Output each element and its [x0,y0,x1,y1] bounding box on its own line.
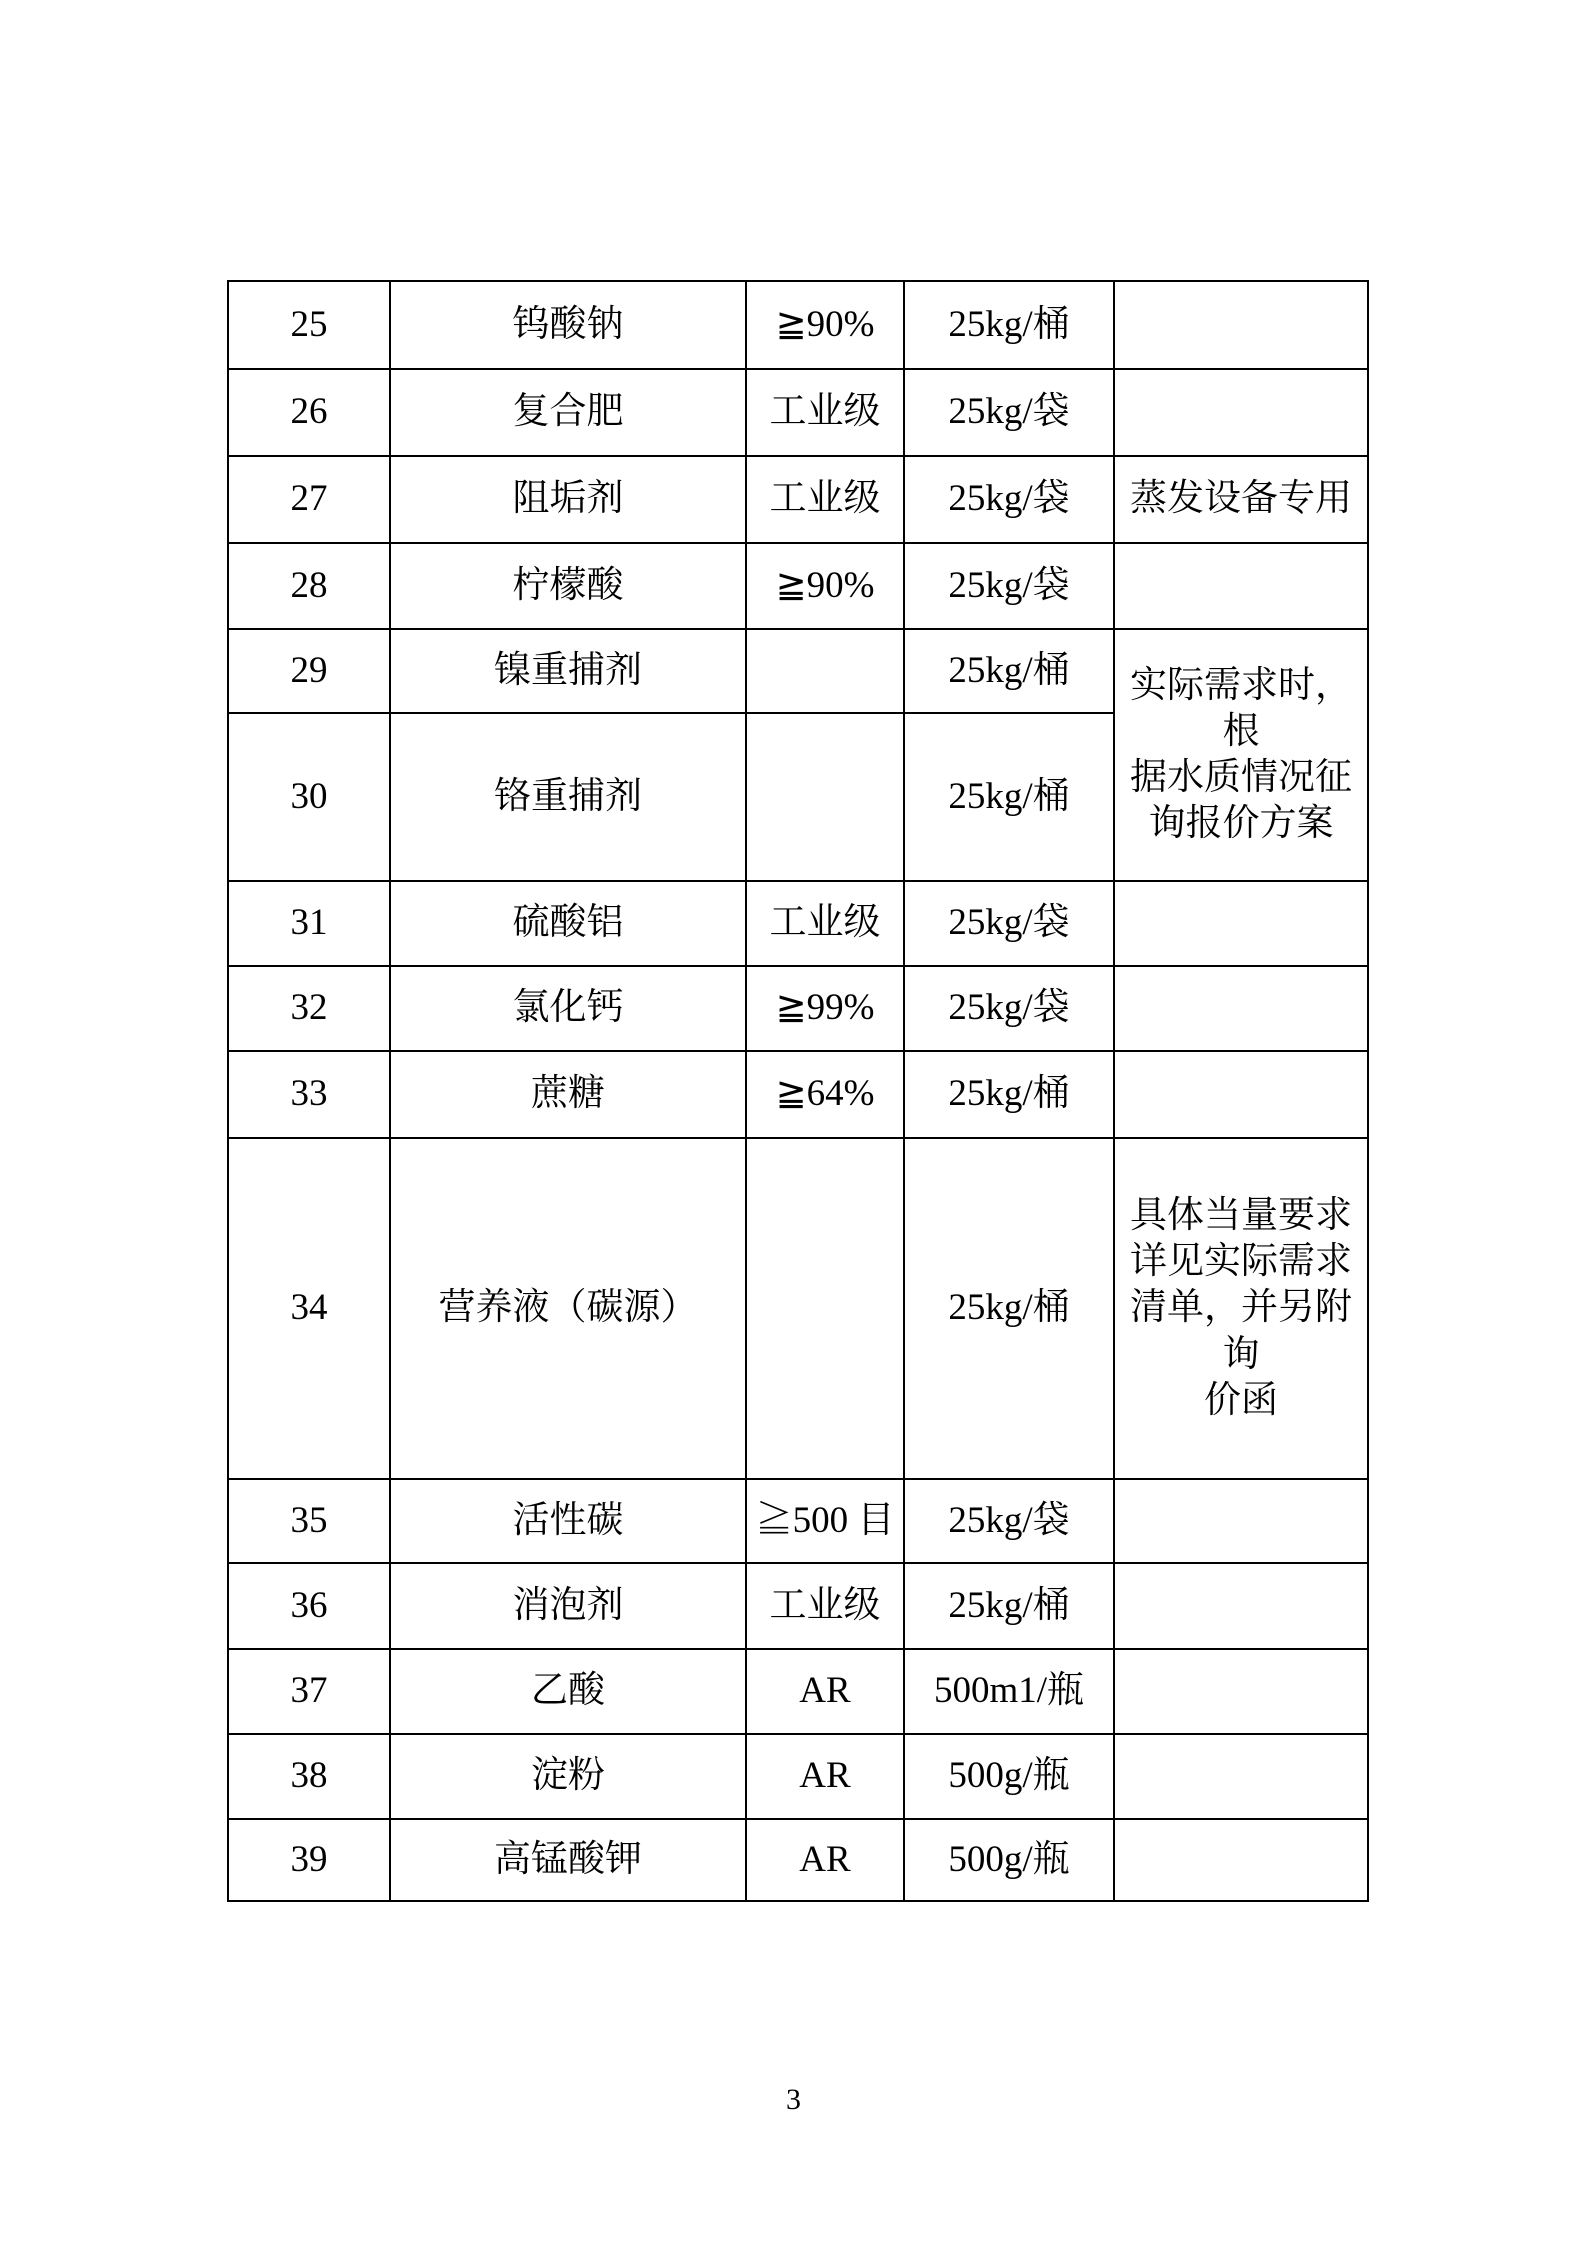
chemical-name-cell: 柠檬酸 [390,543,746,629]
chemical-name-cell: 蔗糖 [390,1051,746,1138]
note-cell [1114,1649,1368,1734]
row-no-cell: 25 [228,281,390,369]
row-no-cell: 35 [228,1479,390,1563]
chemical-name-cell: 铬重捕剂 [390,713,746,881]
package-cell: 25kg/袋 [904,1479,1114,1563]
note-cell [1114,1563,1368,1649]
note-cell [1114,1819,1368,1901]
row-no-cell: 26 [228,369,390,456]
row-no-cell: 36 [228,1563,390,1649]
row-no-cell: 38 [228,1734,390,1819]
package-cell: 25kg/桶 [904,281,1114,369]
chemical-name-cell: 阻垢剂 [390,456,746,543]
table-row-37 [228,1649,1368,1734]
table-row-29 [228,629,1368,713]
chemical-name-cell: 消泡剂 [390,1563,746,1649]
spec-cell: ≧90% [746,543,904,629]
row-no-cell: 28 [228,543,390,629]
chemical-name-cell: 硫酸铝 [390,881,746,966]
package-cell: 25kg/桶 [904,1051,1114,1138]
table-row-28 [228,543,1368,629]
table-row-26 [228,369,1368,456]
row-no-cell: 32 [228,966,390,1051]
row-no-cell: 29 [228,629,390,713]
spec-cell: 工业级 [746,369,904,456]
spec-cell: ≧500 目 [746,1479,904,1563]
table-row-36 [228,1563,1368,1649]
table-row-38 [228,1734,1368,1819]
row-no-cell: 30 [228,713,390,881]
package-cell: 25kg/桶 [904,629,1114,713]
chemical-name-cell: 营养液（碳源） [390,1138,746,1479]
spec-cell [746,713,904,881]
table-row-32 [228,966,1368,1051]
note-cell [1114,369,1368,456]
package-cell: 25kg/袋 [904,881,1114,966]
spec-cell: ≧64% [746,1051,904,1138]
chemical-name-cell: 钨酸钠 [390,281,746,369]
row-no-cell: 33 [228,1051,390,1138]
table-row-35 [228,1479,1368,1563]
table-row-27 [228,456,1368,543]
row-no-cell: 27 [228,456,390,543]
spec-cell: AR [746,1819,904,1901]
note-cell [1114,543,1368,629]
package-cell: 500g/瓶 [904,1819,1114,1901]
table-row-31 [228,881,1368,966]
chemicals-table-body [228,281,1368,1901]
chemical-name-cell: 淀粉 [390,1734,746,1819]
table-row-33 [228,1051,1368,1138]
note-cell [1114,1051,1368,1138]
note-cell-merged-29-30: 实际需求时，根 据水质情况征 询报价方案 [1114,629,1368,881]
note-cell [1114,881,1368,966]
package-cell: 25kg/袋 [904,456,1114,543]
spec-cell: 工业级 [746,456,904,543]
table-row-39 [228,1819,1368,1901]
package-cell: 25kg/袋 [904,369,1114,456]
spec-cell: AR [746,1649,904,1734]
row-no-cell: 37 [228,1649,390,1734]
package-cell: 25kg/桶 [904,1138,1114,1479]
note-cell: 蒸发设备专用 [1114,456,1368,543]
spec-cell: ≧99% [746,966,904,1051]
note-cell [1114,1479,1368,1563]
chemical-name-cell: 高锰酸钾 [390,1819,746,1901]
package-cell: 500m1/瓶 [904,1649,1114,1734]
row-no-cell: 34 [228,1138,390,1479]
spec-cell: AR [746,1734,904,1819]
note-cell [1114,281,1368,369]
table-row-34 [228,1138,1368,1479]
package-cell: 25kg/桶 [904,713,1114,881]
spec-cell: 工业级 [746,1563,904,1649]
chemicals-table [227,280,1369,1902]
note-cell [1114,966,1368,1051]
package-cell: 500g/瓶 [904,1734,1114,1819]
chemical-name-cell: 乙酸 [390,1649,746,1734]
page-number: 3 [786,2083,801,2116]
package-cell: 25kg/袋 [904,966,1114,1051]
spec-cell [746,629,904,713]
chemical-name-cell: 复合肥 [390,369,746,456]
chemical-name-cell: 氯化钙 [390,966,746,1051]
table-row-25 [228,281,1368,369]
chemical-name-cell: 活性碳 [390,1479,746,1563]
spec-cell [746,1138,904,1479]
package-cell: 25kg/袋 [904,543,1114,629]
row-no-cell: 39 [228,1819,390,1901]
spec-cell: ≧90% [746,281,904,369]
spec-cell: 工业级 [746,881,904,966]
note-cell: 具体当量要求 详见实际需求 清单，并另附询 价函 [1114,1138,1368,1479]
note-cell [1114,1734,1368,1819]
chemical-name-cell: 镍重捕剂 [390,629,746,713]
package-cell: 25kg/桶 [904,1563,1114,1649]
row-no-cell: 31 [228,881,390,966]
